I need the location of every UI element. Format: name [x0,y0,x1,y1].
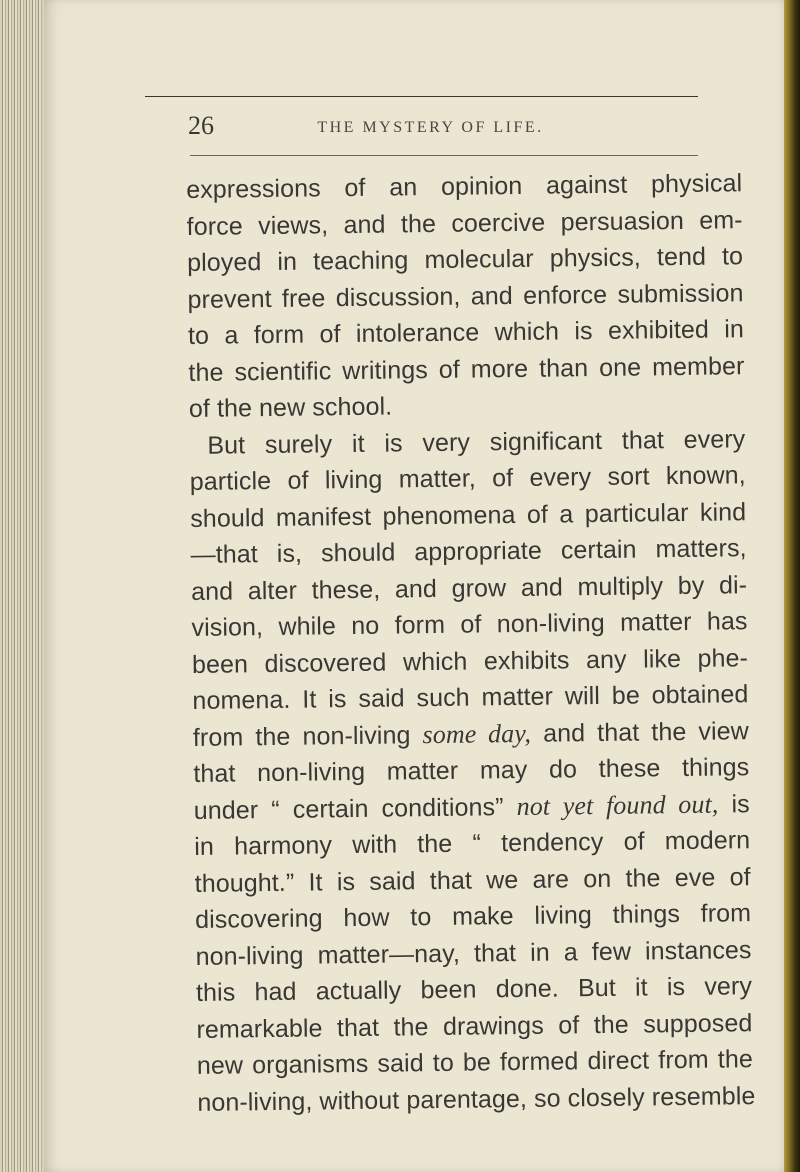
text-line: the scientific writings of more than one member [188,351,745,387]
text-line: that non-living matter may do these things [193,753,750,788]
top-rule [145,96,698,97]
text-line: discovering how to make living things from [194,899,752,934]
text-line: in harmony with the “ tendency of modern [194,826,751,861]
text-line: and alter these, and grow and multiply by di- [190,570,748,606]
text-line: thought.” It is said that we are on the eve of [194,862,751,898]
text-segment: is [718,789,750,819]
text-line: non-living matter—nay, that in a few instances [195,935,752,971]
text-line: new organisms said to be formed direct from the [196,1045,754,1080]
text-line: ployed in teaching molecular physics, tend to [186,242,744,277]
body-text [186,165,754,1121]
text-line: remarkable that the drawings of the supposed [196,1008,753,1044]
text-line: prevent free discussion, and enforce submission [187,278,744,314]
text-line: particle of living matter, of every sort known, [189,461,746,496]
page-number: 26 [188,111,214,140]
text-line: non-living, without parentage, so closely resemble [197,1081,756,1117]
text-line: —that is, should appropriate certain matters, [190,534,747,569]
text-line: this had actually been done. But it is very [195,972,753,1007]
text-segment: from the non-living [192,720,423,752]
text-line: should manifest phenomena of a particular kind [190,497,747,533]
text-line: nomena. It is said such matter will be obtained [192,680,749,715]
text-line: force views, and the coercive persuasion em- [186,205,743,241]
text-line: But surely it is very significant that every [207,424,746,460]
italic-text: some day, [422,718,532,749]
text-line: of the new school. [188,392,393,423]
text-line: been discovered which exhibits any like phe- [191,643,749,679]
page-header [188,113,698,143]
text-segment: and that the view [530,716,750,748]
page-edges-left [0,0,46,1172]
header-rule [190,155,698,156]
book-spine [784,0,800,1172]
running-title: THE MYSTERY OF LIFE. [317,119,544,136]
italic-text: not yet found out, [516,789,719,821]
text-line: to a form of intolerance which is exhibited in [187,315,745,350]
text-line: vision, while no form of non-living matter has [191,607,748,642]
text-segment: under “ certain conditions” [193,792,517,825]
text-line: expressions of an opinion against physical [186,169,743,204]
